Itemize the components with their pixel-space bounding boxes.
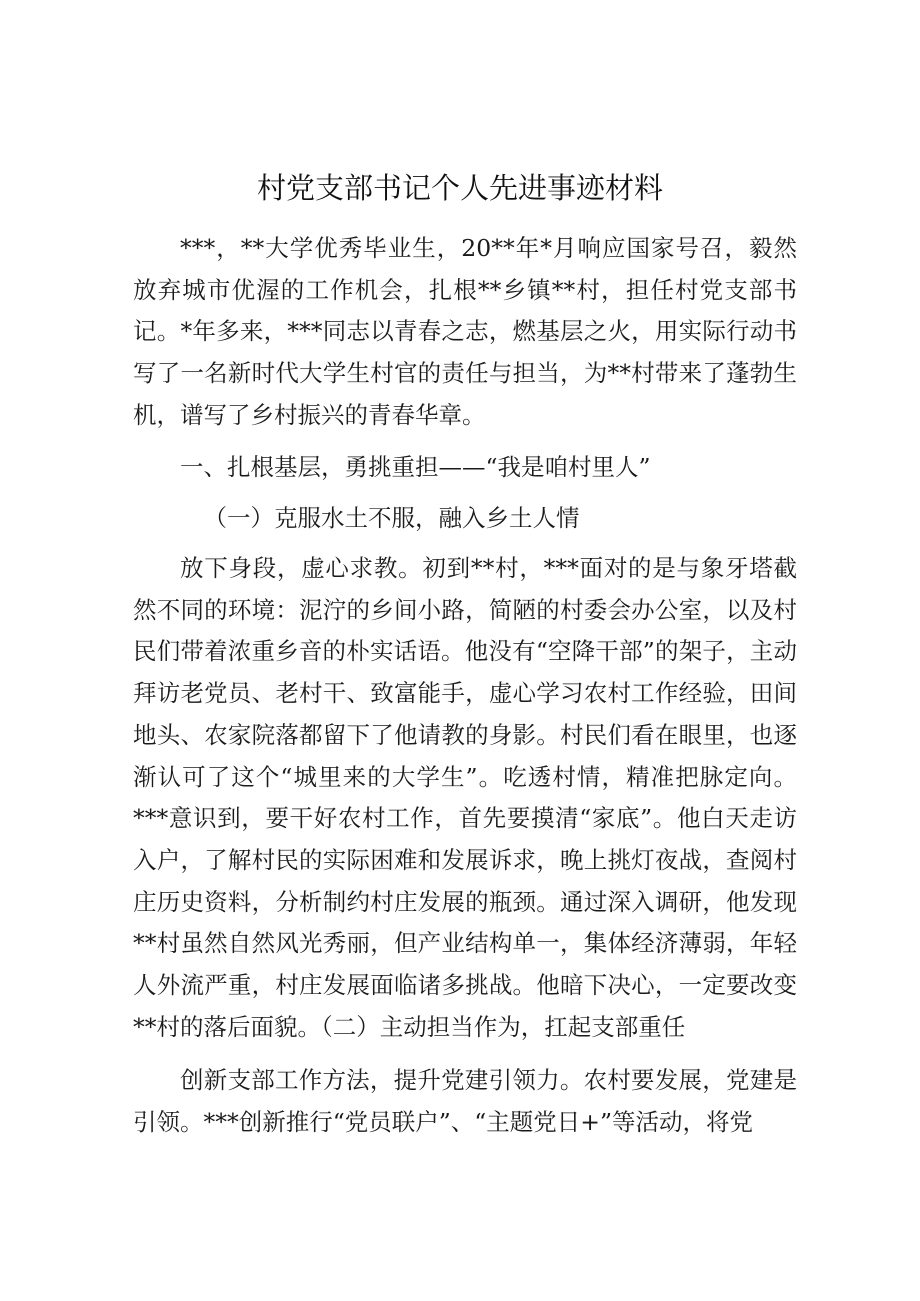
section-heading-1: 一、扎根基层，勇挑重担——“我是咱村里人” [180, 453, 651, 481]
body-paragraph-1: 放下身段，虚心求教。初到**村，***面对的是与象牙塔截然不同的环境：泥泞的乡间小路，简陋的村委会办公室，以及村民们带着浓重乡音的朴实话语。他没有“空降干部”的架子，主动拜访老党员、老村干、致富能手，虚心学习农村工作经验，田间地头、农家院落都留下了他请教的身影。村民们看在眼里，也逐渐认可了这个“城里来的大学生”。吃透村情，精准把脉定向。***意识到，要干好农村工作，首先要摸清“家底”。他白天走访入户，了解村民的实际困难和发展诉求，晚上挑灯夜战，查阅村庄历史资料，分析制约村庄发展的瓶颈。通过深入调研，他发现**村虽然自然风光秀丽，但产业结构单一，集体经济薄弱，年轻人外流严重，村庄发展面临诸多挑战。他暗下决心，一定要改变**村的落后面貌。（二）主动担当作为，扛起支部重任 [133, 554, 797, 1041]
body-paragraph-2: 创新支部工作方法，提升党建引领力。农村要发展，党建是引领。***创新推行“党员联户”、“主题党日+”等活动，将党 [133, 1066, 797, 1136]
intro-paragraph: ***，**大学优秀毕业生，20**年*月响应国家号召，毅然放弃城市优渥的工作机会，扎根**乡镇**村，担任村党支部书记。*年多来，***同志以青春之志，燃基层之火，用实际行动书写了一名新时代大学生村官的责任与担当，为**村带来了蓬勃生机，谱写了乡村振兴的青春华章。 [133, 234, 797, 429]
subsection-heading-1: （一）克服水土不服，融入乡土人情 [203, 504, 580, 532]
document-title: 村党支部书记个人先进事迹材料 [256, 171, 663, 205]
